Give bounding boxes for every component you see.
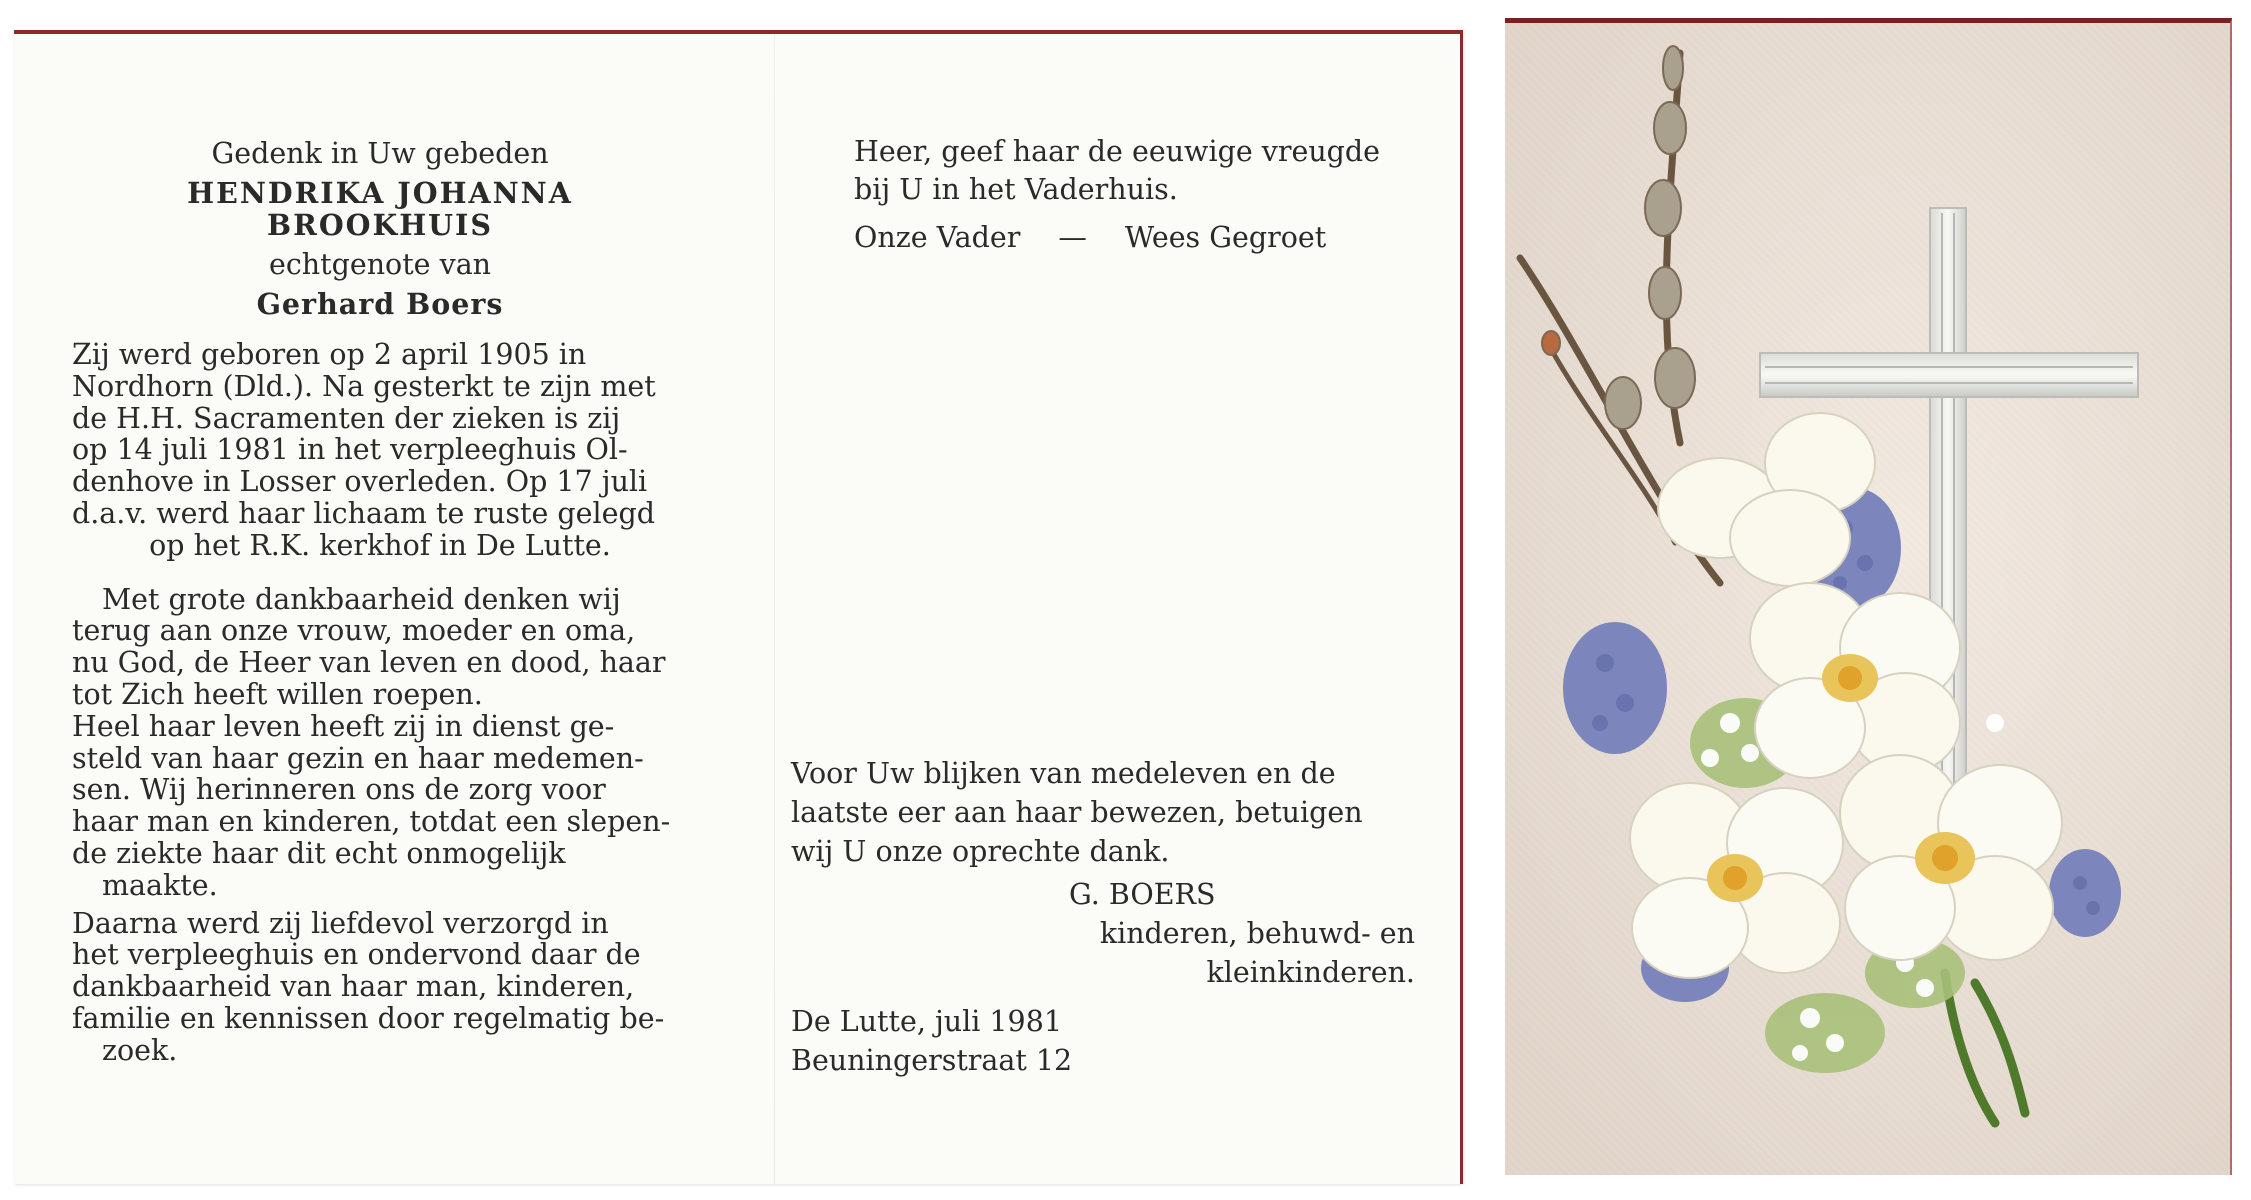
address: Beuningerstraat 12 — [791, 1044, 1073, 1077]
text-line: nu God, de Heer van leven en dood, haar — [72, 646, 666, 680]
spouse-name: Gerhard Boers — [256, 287, 504, 322]
prayer-our-father: Onze Vader — [854, 220, 1021, 254]
thanks-line: laatste eer aan haar bewezen, betuigen — [791, 796, 1363, 829]
care-paragraph — [72, 908, 688, 1067]
header-text: Gedenk in Uw gebeden — [211, 137, 549, 170]
cross-and-flowers-illustration — [1505, 23, 2230, 1175]
signer-name: G. BOERS — [1069, 878, 1216, 911]
prayer-names — [854, 222, 1434, 254]
text-line: dankbaarheid van haar man, kinderen, — [72, 970, 635, 1004]
text-line: Heel haar leven heeft zij in dienst ge- — [72, 709, 615, 743]
thanks-block — [791, 754, 1415, 1080]
text-line: terug aan onze vrouw, moeder en oma, — [72, 614, 636, 648]
text-line: Met grote dankbaarheid denken wij — [102, 582, 621, 616]
text-line: de ziekte haar dit echt onmogelijk — [72, 836, 566, 870]
text-line: op 14 juli 1981 in het verpleeghuis Ol- — [72, 433, 628, 467]
text-line: haar man en kinderen, totdat een slepen- — [72, 805, 671, 839]
gratitude-paragraph — [72, 584, 688, 711]
deceased-name: HENDRIKA JOHANNA BROOKHUIS — [187, 175, 573, 242]
relation-text: echtgenote van — [268, 248, 492, 282]
life-paragraph — [72, 711, 688, 902]
place-date: De Lutte, juli 1981 — [791, 1005, 1062, 1038]
left-text-column — [72, 138, 688, 1067]
prayer-dash: — — [1058, 220, 1087, 254]
text-line: familie en kennissen door regelmatig be- — [72, 1001, 665, 1035]
prayer-block — [854, 136, 1434, 253]
family-line: kleinkinderen. — [1206, 956, 1415, 989]
text-line: sen. Wij herinneren ons de zorg voor — [72, 773, 606, 807]
primrose-flower — [1840, 755, 2062, 960]
text-line: Zij werd geboren op 2 april 1905 in — [72, 337, 587, 371]
text-line: de H.H. Sacramenten der zieken is zij — [72, 401, 621, 435]
text-line: steld van haar gezin en haar medemen- — [72, 741, 644, 775]
text-line: zoek. — [102, 1033, 178, 1067]
thanks-line: Voor Uw blijken van medeleven en de — [791, 757, 1336, 790]
text-line: d.a.v. werd haar lichaam te ruste gelegd — [72, 496, 655, 530]
text-line: Nordhorn (Dld.). Na gesterkt te zijn met — [72, 369, 656, 403]
memorial-card-front-photo — [1505, 18, 2232, 1175]
biography-paragraph — [72, 339, 688, 562]
text-line: denhove in Losser overleden. Op 17 juli — [72, 465, 648, 499]
memorial-card-inside — [14, 30, 1463, 1184]
prayer-line: bij U in het Vaderhuis. — [854, 172, 1178, 206]
family-line: kinderen, behuwd- en — [1099, 917, 1415, 950]
prayer-line: Heer, geef haar de eeuwige vreugde — [854, 135, 1381, 168]
text-line: maakte. — [102, 868, 218, 902]
prayer-hail-mary: Wees Gegroet — [1124, 220, 1327, 254]
primrose-flower — [1630, 783, 1843, 978]
text-line: tot Zich heeft willen roepen. — [72, 677, 483, 711]
text-line: Daarna werd zij liefdevol verzorgd in — [72, 906, 609, 940]
text-line: het verpleeghuis en ondervond daar de — [72, 938, 641, 972]
text-line: op het R.K. kerkhof in De Lutte. — [149, 528, 611, 562]
primrose-flower — [1750, 583, 1960, 778]
thanks-line: wij U onze oprechte dank. — [791, 835, 1170, 868]
